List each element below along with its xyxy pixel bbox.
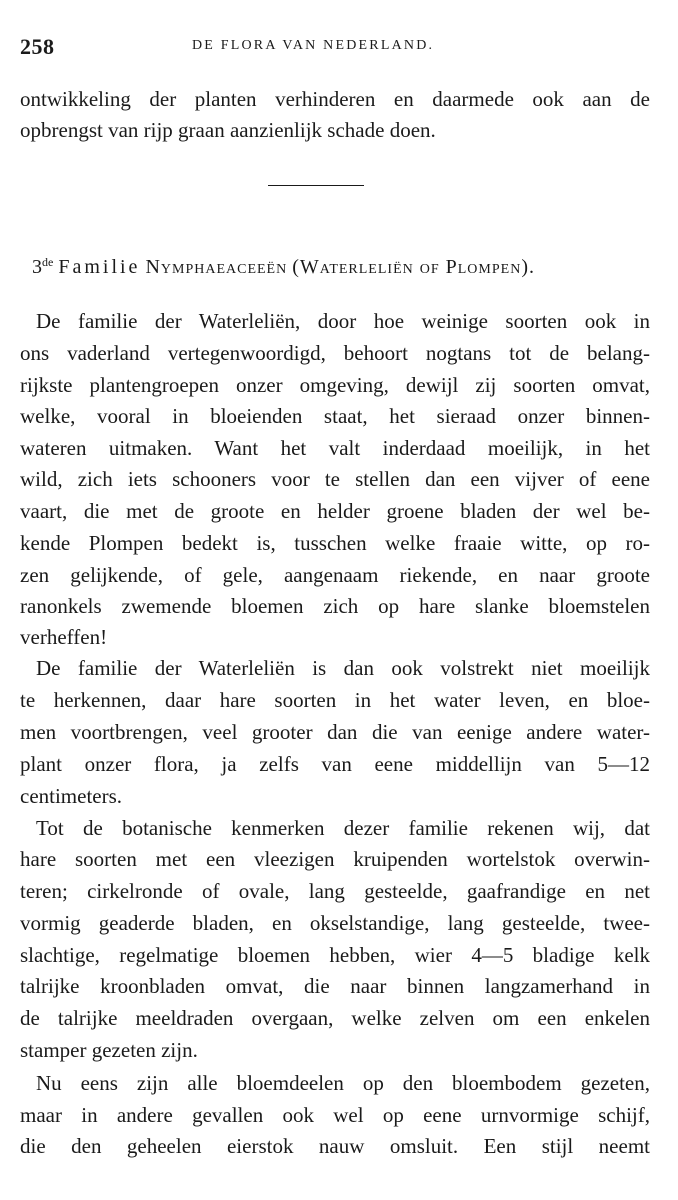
text-line: Nu eens zijn alle bloemdeelen op den bloembodem gezeten, xyxy=(36,1071,650,1095)
text-line: De familie der Waterleliën is dan ook volstrekt niet moeilijk xyxy=(36,656,650,680)
text-line: opbrengst van rijp graan aanzienlijk schade doen. xyxy=(20,118,436,142)
text-line: ons vaderland vertegenwoordigd, behoort nogtans tot de belang- xyxy=(20,341,650,365)
text-line: zen gelijkende, of gele, aangenaam riekende, en naar groote xyxy=(20,563,650,587)
text-line: De familie der Waterleliën, door hoe weinige soorten ook in xyxy=(36,309,650,333)
text-line: plant onzer flora, ja zelfs van eene middellijn van 5—12 xyxy=(20,752,650,776)
section-ordinal-suffix: de xyxy=(42,255,54,269)
text-line: centimeters. xyxy=(20,784,123,808)
text-line: wild, zich iets schooners voor te stellen dan een vijver of eene xyxy=(20,467,650,491)
book-page xyxy=(20,0,650,1200)
text-line: rijkste plantengroepen onzer omgeving, dewijl zij soorten omvat, xyxy=(20,373,650,397)
running-title: DE FLORA VAN NEDERLAND. xyxy=(192,38,435,53)
section-divider xyxy=(268,185,364,186)
text-line: de talrijke meeldraden overgaan, welke zelven om een enkelen xyxy=(20,1006,650,1030)
text-line: men voortbrengen, veel grooter dan die van eenige andere water- xyxy=(20,720,650,744)
section-heading xyxy=(32,249,652,280)
page-number: 258 xyxy=(20,34,55,59)
text-line: te herkennen, daar hare soorten in het water leven, en bloe- xyxy=(20,688,650,712)
text-line: maar in andere gevallen ook wel op eene urnvormige schijf, xyxy=(20,1103,650,1127)
text-line: kende Plompen bedekt is, tusschen welke fraaie witte, op ro- xyxy=(20,531,650,555)
text-line: stamper gezeten zijn. xyxy=(20,1038,198,1062)
section-ordinal: 3 xyxy=(32,256,42,278)
text-line: vormig geaderde bladen, en okselstandige, lang gesteelde, twee- xyxy=(20,911,650,935)
text-line: vaart, die met de groote en helder groene bladen der wel be- xyxy=(20,499,650,523)
text-line: talrijke kroonbladen omvat, die naar binnen langzamerhand in xyxy=(20,974,650,998)
text-line: ontwikkeling der planten verhinderen en daarmede ook aan de xyxy=(20,87,650,111)
text-line: die den geheelen eierstok nauw omsluit. Een stijl neemt xyxy=(20,1134,650,1158)
text-line: welke, vooral in bloeienden staat, het sieraad onzer binnen- xyxy=(20,404,650,428)
section-familie-word: Familie xyxy=(58,256,141,278)
text-line: teren; cirkelronde of ovale, lang gesteelde, gaafrandige en net xyxy=(20,879,650,903)
section-common-names: (Waterleliën of Plompen). xyxy=(292,256,535,278)
text-line: slachtige, regelmatige bloemen hebben, wier 4—5 bladige kelk xyxy=(20,943,650,967)
text-line: wateren uitmaken. Want het valt inderdaad moeilijk, in het xyxy=(20,436,650,460)
text-line: Tot de botanische kenmerken dezer familie rekenen wij, dat xyxy=(36,816,650,840)
section-latin-name: Nymphaeaceeën xyxy=(145,256,288,278)
text-line: verheffen! xyxy=(20,625,108,649)
text-line: hare soorten met een vleezigen kruipenden wortelstok overwin- xyxy=(20,847,650,871)
text-line: ranonkels zwemende bloemen zich op hare slanke bloemstelen xyxy=(20,594,650,618)
running-head xyxy=(20,34,650,60)
